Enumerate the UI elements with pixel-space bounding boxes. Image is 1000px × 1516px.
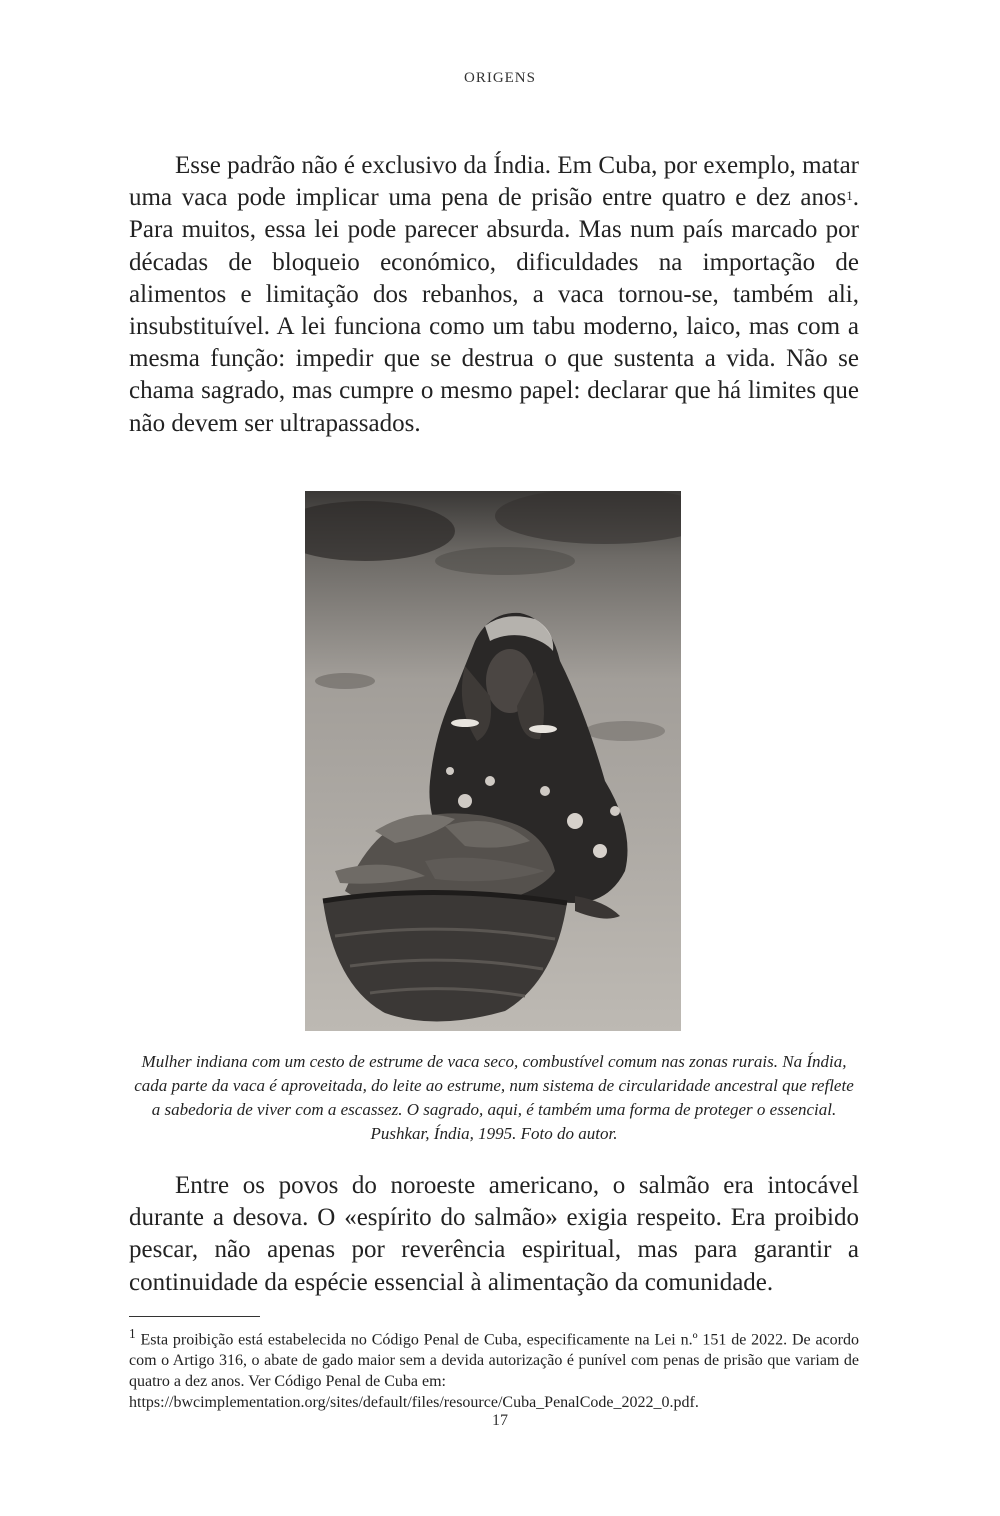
paragraph-text: Esse padrão não é exclusivo da Índia. Em Cuba, por exemplo, matar uma vaca pode implicar uma pena de prisão entre quatro e dez anos: [129, 152, 859, 212]
paragraph-text-continued: . Para muitos, essa lei pode parecer absurda. Mas num país marcado por décadas de bloqueio económico, dificuldades na importação de alimentos e limitação dos rebanhos, a vaca tornou-se, também ali, insubstituível. A lei funciona como um tabu moderno, laico, mas com a mesma função: impedir que se destrua o que sustenta a vida. Não se chama sagrado, mas cumpre o mesmo papel: declarar que há limites que não devem ser ultrapassados.: [129, 184, 859, 437]
figure-caption: Mulher indiana com um cesto de estrume de vaca seco, combustível comum nas zonas rurais. Na Índia, cada parte da vaca é aproveitada, do leite ao estrume, num sistema de circularidade ancestral que reflete a sabedoria de viver com a escassez. O sagrado, aqui, é também uma forma de proteger o essencial. Pushkar, Índia, 1995. Foto do autor.: [134, 1052, 854, 1143]
footnote-url-link[interactable]: https://bwcimplementation.org/sites/default/files/resource/Cuba_PenalCode_2022_0.pdf.: [129, 1394, 699, 1412]
footnote-text: Esta proibição está estabelecida no Código Penal de Cuba, especificamente na Lei n.º 151 de 2022. De acordo com o Artigo 316, o abate de gado maior sem a devida autorização é punível com penas de prisão que variam de quatro a dez anos. Ver Código Penal de Cuba em:: [129, 1331, 859, 1391]
footnote: [129, 1323, 859, 1413]
photograph-woman-with-dung-basket: [305, 491, 681, 1031]
page-number: 17: [492, 1412, 508, 1429]
body-paragraph-2: Entre os povos do noroeste americano, o salmão era intocável durante a desova. O «espírito do salmão» exigia respeito. Era proibido pescar, não apenas por reverência espiritual, mas para garantir a continuidade da espécie essencial à alimentação da comunidade.: [129, 1172, 859, 1296]
body-paragraph: [129, 150, 859, 440]
footnote-separator: [129, 1316, 260, 1317]
running-header: ORIGENS: [463, 70, 536, 86]
footnote-reference[interactable]: 1: [846, 188, 853, 204]
footnote-marker: 1: [129, 1326, 136, 1341]
